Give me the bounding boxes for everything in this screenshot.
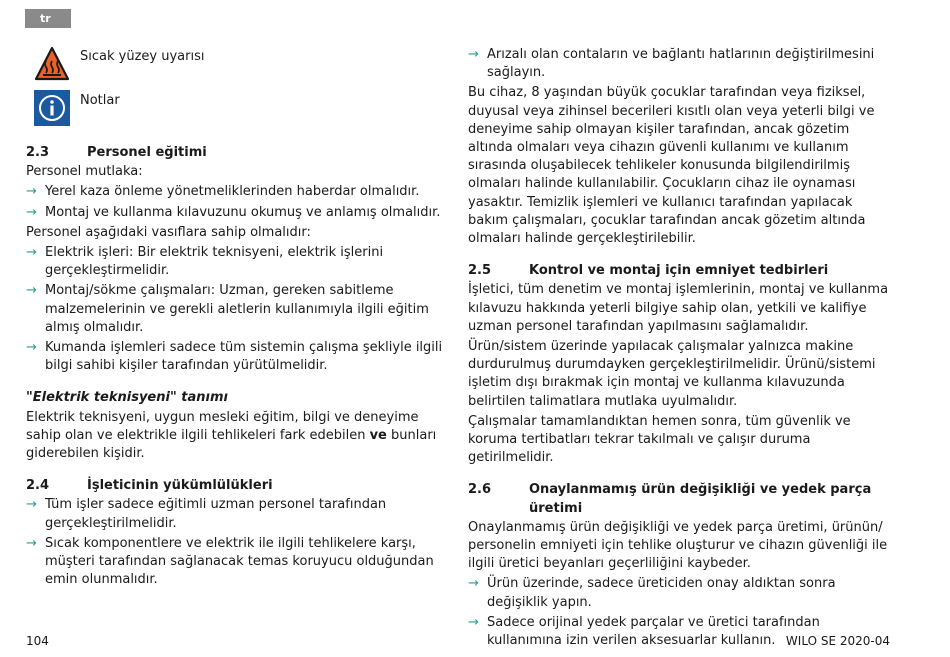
arrow-icon: → [26, 340, 37, 356]
arrow-icon: → [26, 535, 37, 551]
section-number: 2.6 [468, 482, 492, 498]
definition-text-b: bunları giderebilen kişidir. [26, 427, 437, 462]
list-item-text: Montaj/sökme çalışmaları: Uzman, gereken sabitleme malzemelerinin ve gerekli aletlerin kullanımıyla ilgili eğitim almış olmalıdır. [45, 283, 429, 335]
arrow-icon: → [468, 576, 479, 592]
list-item [26, 496, 446, 532]
notes-label: Notlar [80, 93, 120, 108]
paragraph: Onaylanmamış ürün değişikliği ve yedek parça üretimi, ürünün/ personelin emniyeti için tehlike oluşturur ve cihazın güvenliği ile ilgili üretici beyanları geçerliliğini kaybeder. [468, 519, 888, 572]
section-number: 2.3 [26, 145, 50, 160]
hot-surface-label: Sıcak yüzey uyarısı [80, 49, 205, 64]
paragraph: Personel aşağıdaki vasıflara sahip olmalıdır: [26, 224, 311, 240]
arrow-icon: → [26, 245, 37, 261]
definition-text-bold: ve [369, 427, 387, 443]
list-item [26, 183, 446, 201]
arrow-icon: → [26, 184, 37, 200]
info-notes-icon [34, 90, 70, 126]
right-column [468, 46, 890, 652]
arrow-icon: → [468, 614, 479, 630]
list-item-text: Arızalı olan contaların ve bağlantı hatlarının değiştirilmesini sağlayın. [487, 47, 875, 81]
notes-legend [26, 90, 446, 130]
definition-title: "Elektrik teknisyeni" tanımı [26, 390, 228, 406]
hot-surface-legend [26, 46, 446, 86]
section-number: 2.4 [26, 478, 50, 494]
list-item [26, 244, 446, 280]
paragraph: Bu cihaz, 8 yaşından büyük çocuklar tarafından veya fiziksel, duyusal veya zihinsel becerileri kısıtlı olan veya yeterli bilgi ve deneyime sahip olmayan kişiler tarafından, ancak gözetim altında olmaları veya cihazın güvenli kullanımı ve kullanım sırasında oluşabilecek tehlikeler konusunda bilgilendirilmiş olmaları halinde kullanılabilir. Çocukların cihaz ile oynaması yasaktır. Temizlik işlemleri ve kullanıcı tarafından yapılacak bakım çalışmaları, çocuklar tarafından ancak gözetim altında olmaları halinde gerçekleştirilebilir. [468, 85, 875, 247]
section-2-6-heading [468, 481, 890, 517]
section-title: İşleticinin yükümlülükleri [87, 478, 273, 494]
list-item-text: Sadece orijinal yedek parçalar ve üretici tarafından kullanımına izin verilen aksesuarlar kullanın. [487, 614, 820, 649]
arrow-icon: → [26, 204, 37, 220]
list-item [468, 575, 890, 611]
list-item-text: Elektrik işleri: Bir elektrik teknisyeni, elektrik işlerini gerçekleştirmelidir. [45, 245, 384, 279]
section-title: Personel eğitimi [87, 145, 207, 160]
language-tab: tr [25, 9, 71, 28]
definition-text-a: Elektrik teknisyeni, uygun mesleki eğitim, bilgi ve deneyime sahip olan ve elektrikle ilgili tehlikeleri fark edebilen [26, 409, 419, 443]
list-item-text: Tüm işler sadece eğitimli uzman personel tarafından gerçekleştirilmelidir. [45, 497, 387, 531]
list-item-text: Montaj ve kullanma kılavuzunu okumuş ve anlamış olmalıdır. [45, 204, 441, 220]
arrow-icon: → [26, 283, 37, 299]
paragraph: Personel mutlaka: [26, 164, 143, 180]
footer-brand: WILO SE 2020-04 [785, 634, 890, 648]
hot-surface-warning-icon [34, 46, 70, 82]
list-item [468, 46, 890, 82]
list-item [26, 204, 446, 222]
list-item [26, 535, 446, 590]
section-2-5-heading [468, 262, 890, 280]
section-title: Onaylanmamış ürün değişikliği ve yedek parça üretimi [529, 482, 872, 516]
paragraph: Çalışmalar tamamlandıktan hemen sonra, tüm güvenlik ve koruma tertibatları tekrar takılmalı ve çalışır duruma getirilmelidir. [468, 413, 851, 466]
list-item-text: Sıcak komponentlere ve elektrik ile ilgili tehlikelere karşı, müşteri tarafından sağlanacak temas koruyucu olduğundan emin olunmalıdır. [45, 535, 434, 588]
arrow-icon: → [26, 497, 37, 513]
list-item [26, 339, 446, 375]
definition-text [26, 409, 446, 464]
paragraph: İşletici, tüm denetim ve montaj işlemlerinin, montaj ve kullanma kılavuzu hakkında yeterli bilgiye sahip olan, yetkili ve kalifiye uzman personel tarafından yapılmasını sağlamalıdır. [468, 282, 889, 334]
list-item-text: Yerel kaza önleme yönetmeliklerinden haberdar olmalıdır. [45, 184, 420, 200]
left-column [26, 46, 446, 591]
section-number: 2.5 [468, 263, 492, 279]
list-item-text: Ürün üzerinde, sadece üreticiden onay aldıktan sonra değişiklik yapın. [487, 576, 836, 610]
arrow-icon: → [468, 47, 479, 62]
section-title: Kontrol ve montaj için emniyet tedbirleri [529, 263, 829, 279]
list-item-text: Kumanda işlemleri sadece tüm sistemin çalışma şekliyle ilgili bilgi sahibi kişiler tarafından yürütülmelidir. [45, 340, 443, 374]
page-number: 104 [26, 634, 49, 648]
section-2-4-heading [26, 477, 446, 495]
list-item [26, 282, 446, 337]
section-2-3-heading [26, 144, 446, 162]
paragraph: Ürün/sistem üzerinde yapılacak çalışmalar yalnızca makine durdurulmuş durumdayken gerçekleştirilmelidir. Ürünü/sistemi işletim dışı bırakmak için montaj ve kullanma kılavuzunda belirtilen talimatlara mutlaka uyulmalıdır. [468, 339, 876, 409]
